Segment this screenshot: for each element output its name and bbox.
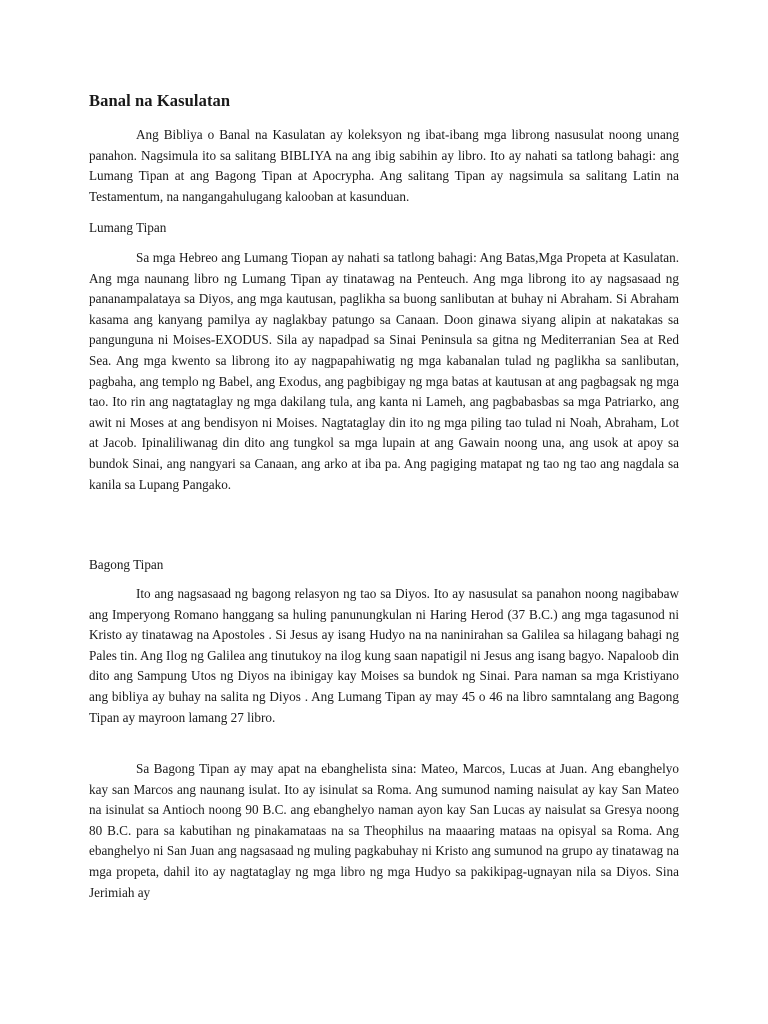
intro-paragraph: Ang Bibliya o Banal na Kasulatan ay koleksyon ng ibat-ibang mga librong nasusulat noong unang panahon. Nagsimula ito sa salitang BIBLIYA na ang ibig sabihin ay libro. Ito ay nahati sa tatlong bahagi: ang Lumang Tipan at ang Bagong Tipan at Apocrypha. Ang salitang Tipan ay nagsimula sa salitang Latin na Testamentum, na nangangahulugang kalooban at kasunduan. [89,127,679,204]
section-heading-bagong-tipan: Bagong Tipan [89,557,164,572]
bagong-tipan-paragraph: Sa Bagong Tipan ay may apat na ebanghelista sina: Mateo, Marcos, Lucas at Juan. Ang ebanghelyo kay san Marcos ang naunang isulat. Ito ay isinulat sa Roma. Ang sumunod naming naisulat ay kay San Mateo na isinulat sa Antioch noong 90 B.C. ang ebanghelyo naman ayon kay San Lucas ay naisulat sa Gresya noong 80 B.C. para sa kabutihan ng pinakamataas na sa Theophilus na maaaring mataas na opisyal sa Roma. Ang ebanghelyo ni San Juan ang nagsasaad ng muling pagkabuhay ni Kristo ang sumunod na grupo ay tinatawag na mga propeta, dahil ito ay nagtataglay ng mga libro ng mga Hudyo sa pakikipag-ugnayan nila sa Diyos. Sina Jerimiah ay [89,761,679,900]
lumang-tipan-paragraph: Sa mga Hebreo ang Lumang Tiopan ay nahati sa tatlong bahagi: Ang Batas,Mga Propeta at Kasulatan. Ang mga naunang libro ng Lumang Tipan ay tinatawag na Penteuch. Ang mga librong ito ay nagsasaad ng pananampalataya sa Diyos, ang mga kautusan, paglikha sa buong sanlibutan at buhay ni Abraham. Si Abraham kasama ang kanyang pamilya ay naglakbay patungo sa Canaan. Doon ginawa siyang alipin at nakatakas sa pangunguna ni Moises-EXODUS. Sila ay napadpad sa Sinai Peninsula sa gitna ng Mediterranian Sea at Red Sea. Ang mga kwento sa librong ito ay nagpapahiwatig ng mga kabanalan tulad ng paglikha sa sanlibutan, pagbaha, ang templo ng Babel, ang Exodus, ang pagbibigay ng mga batas at kautusan at ang pagbagsak ng mga tao. Ito rin ang nagtataglay ng mga dakilang tula, ang kanta ni Lameh, ang pagbabasbas sa mga Patriarko, ang awit ni Moses at ang bendisyon ni Moises. Nagtataglay din ito ng mga piling tao tulad ni Noah, Abraham, Lot at Jacob. Ipinaliliwanag din dito ang tungkol sa mga lupain at ang Gawain noong una, ang usok at apoy sa bundok Sinai, ang nangyari sa Canaan, ang arko at iba pa. Ang pagiging matapat ng tao ng tao ang nagdala sa kanila sa Lupang Pangako. [89,250,679,492]
document-title: Banal na Kasulatan [89,91,231,110]
section-heading-lumang-tipan: Lumang Tipan [89,220,167,235]
bagong-tipan-paragraph: Ito ang nagsasaad ng bagong relasyon ng tao sa Diyos. Ito ay nasusulat sa panahon noong nagibabaw ang Imperyong Romano hanggang sa huling panunungkulan ni Haring Herod (37 B.C.) ang mga tagasunod ni Kristo ay tinatawag na Apostoles . Si Jesus ay isang Hudyo na na naninirahan sa Galilea sa hilagang bahagi ng Pales tin. Ang Ilog ng Galilea ang tinutukoy na ilog kung saan napatigil ni Jesus ang isang bagyo. Napaloob din dito ang Sampung Utos ng Diyos na ibinigay kay Moises sa bundok ng Sinai. Para naman sa mga Kristiyano ang bibliya ay buhay na salita ng Diyos . Ang Lumang Tipan ay may 45 o 46 na libro samntalang ang Bagong Tipan ay mayroon lamang 27 libro. [89,586,679,725]
